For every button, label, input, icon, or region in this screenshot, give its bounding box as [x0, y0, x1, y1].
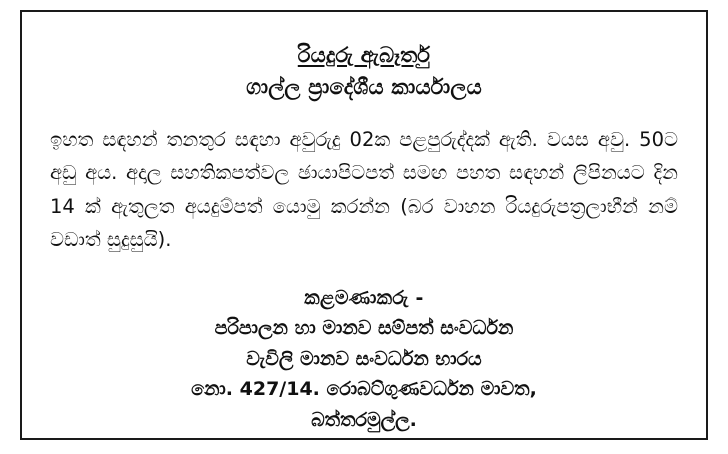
page-title: රියදුරු ඇබෑර්තු [297, 43, 431, 67]
advert-inner-frame [28, 18, 700, 432]
signature-line-organization: වැවිලි මානව සංවර්ධන භාරය [246, 347, 482, 370]
advert-body [46, 123, 682, 257]
advert-signature-block [46, 283, 682, 435]
signature-line-address: නො. 427/14. රොබට්ගුණවර්ධන මාවත, [191, 378, 537, 401]
signature-line-designation: කළමණාකරු - [304, 287, 424, 309]
body-paragraph: ඉහත සඳහන් තනතුර සඳහා අවුරුදු 02ක පළපුරුද්දක් ඇති. වයස අවු. 50ට අඩු අය. අදාල සහතිකපත්වල ඡායාපිටපත් සමඟ පහත සඳහන් ලිපිනයට දින 14 ක් ඇතුලත අයදුම්පත් යොමු කරන්න (බර වාහන රියදුරුපත්‍රලාභීන් නම් වඩාත් සුදුසුයි). [50, 127, 678, 252]
signature-line-city: බත්තරමුල්ල. [311, 408, 417, 431]
advert-content [28, 18, 700, 432]
advert-border-frame [20, 10, 708, 440]
signature-line-division: පරිපාලන හා මානව සම්පත් සංවර්ධන [214, 317, 514, 340]
page-subtitle: ගාල්ල ප්‍රාදේශීය කාර්යාලය [246, 75, 482, 100]
advert-heading [46, 40, 682, 103]
